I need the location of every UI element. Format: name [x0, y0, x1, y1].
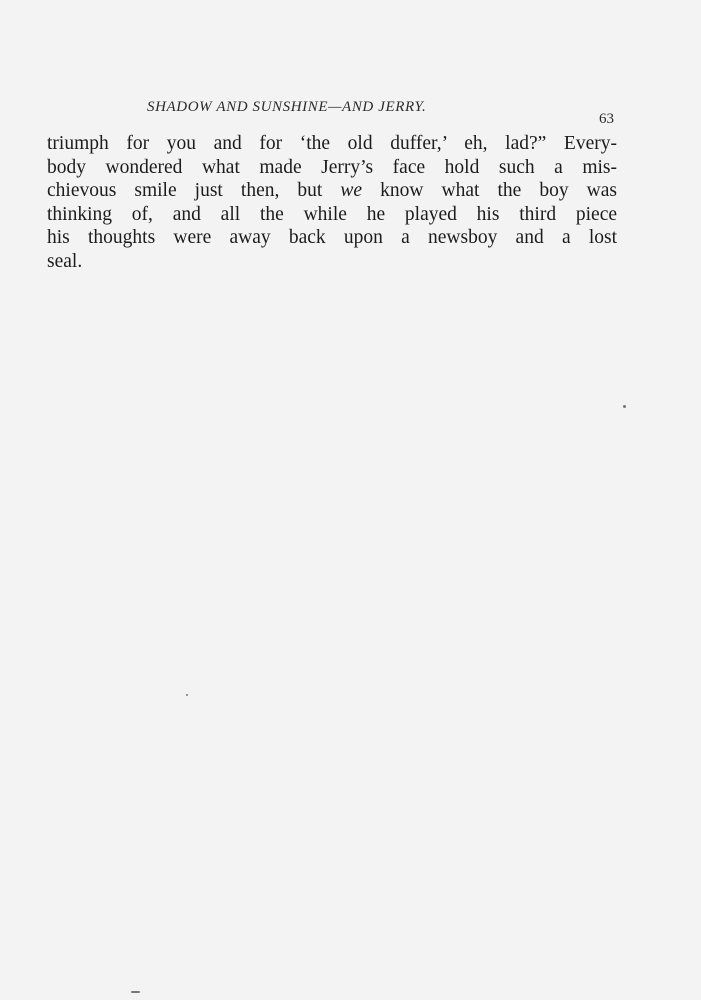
paper-speck: [186, 694, 188, 696]
body-paragraph: [47, 132, 617, 273]
text-line-3: [47, 179, 617, 203]
emphasized-word: we: [340, 180, 363, 201]
text-line-3-start: chievous smile just then, but: [47, 180, 341, 201]
paper-speck: [131, 991, 140, 993]
text-line-5: his thoughts were away back upon a newsboy and a lost: [47, 227, 617, 248]
text-line-2: body wondered what made Jerry’s face hold such a mis-: [47, 156, 617, 178]
text-line-4: thinking of, and all the while he played his third piece: [47, 203, 617, 225]
running-head: SHADOW AND SUNSHINE—AND JERRY.: [147, 99, 427, 115]
text-line-1: triumph for you and for ‘the old duffer,’ eh, lad?” Every-: [47, 133, 617, 154]
text-line-6: seal.: [47, 250, 83, 272]
page-number: 63: [599, 111, 614, 127]
text-line-3-end: know what the boy was: [362, 180, 618, 201]
paper-speck: [623, 405, 626, 408]
